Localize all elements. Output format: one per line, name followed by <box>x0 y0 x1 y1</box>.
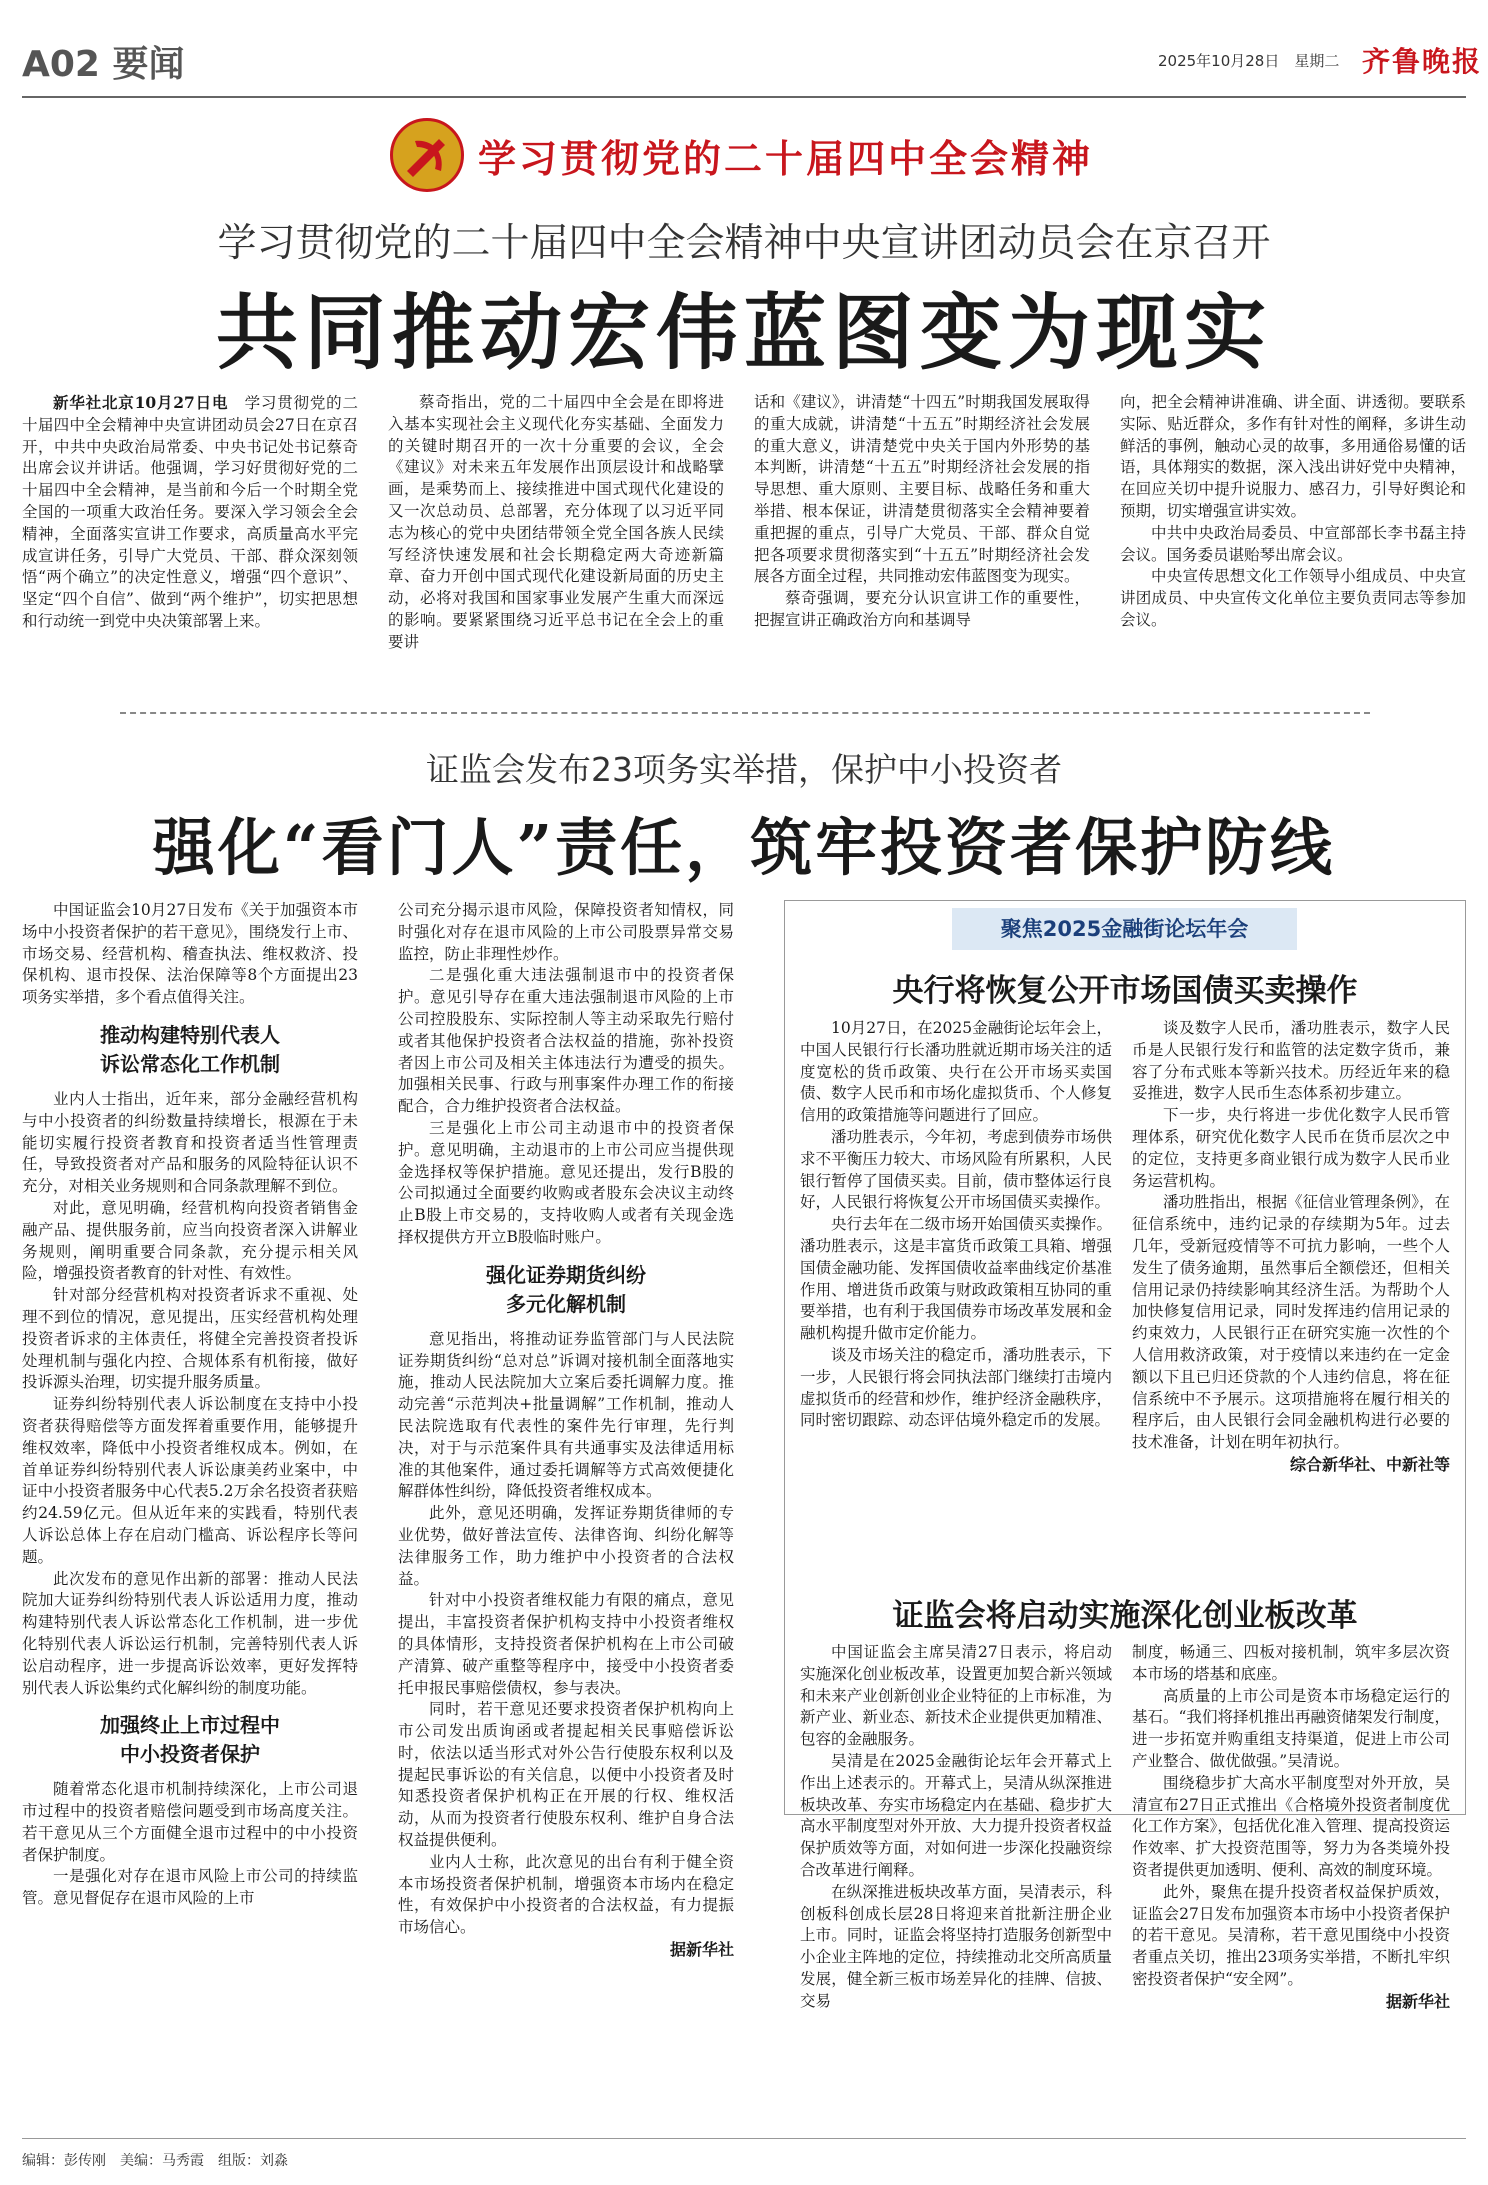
section-heading: 强化证券期货纠纷 多元化解机制 <box>486 1262 646 1316</box>
story1-column-3 <box>754 392 1090 702</box>
article-paragraph: 业内人士指出，近年来，部分金融经营机构与中小投资者的纠纷数量持续增长，根源在于未能切实履行投资者教育和投资者适当性管理责任，导致投资者对产品和服务的风险特征认识不充分，对相关业务规则和合同条款理解不到位。 <box>22 1089 358 1196</box>
article-paragraph: 此外，聚焦在提升投资者权益保护质效，证监会27日发布加强资本市场中小投资者保护的若干意见。吴清称，若干意见围绕中小投资者重点关切，推出23项务实举措，不断扎牢织密投资者保护“安全网”。 <box>1132 1882 1450 1988</box>
article-paragraph: 随着常态化退市机制持续深化，上市公司退市过程中的投资者赔偿问题受到市场高度关注。若干意见从三个方面健全退市过程中的中小投资者保护制度。 <box>22 1780 358 1864</box>
pboc-headline: 央行将恢复公开市场国债买卖操作 <box>892 973 1358 1009</box>
footer-rule <box>22 2138 1466 2139</box>
story1-paragraph: 中共中央政治局委员、中宣部部长李书磊主持会议。国务委员谌贻琴出席会议。 <box>1120 523 1466 564</box>
article-paragraph: 对此，意见明确，经营机构向投资者销售金融产品、提供服务前，应当向投资者深入讲解业务规则，阐明重要合同条款，充分提示相关风险，增强投资者教育的针对性、有效性。 <box>22 1198 358 1283</box>
article-paragraph: 中国证监会主席吴清27日表示，将启动实施深化创业板改革，设置更加契合新兴领域和未来产业创新创业企业特征的上市标准，为新产业、新业态、新技术企业提供更加精准、包容的金融服务。 <box>800 1643 1112 1749</box>
section-heading: 加强终止上市过程中 中小投资者保护 <box>100 1713 280 1767</box>
story1-headline: 共同推动宏伟蓝图变为现实 <box>215 285 1272 381</box>
story1-paragraph: 蔡奇强调，要充分认识宣讲工作的重要性，把握宣讲正确政治方向和基调导 <box>754 589 1090 629</box>
article-paragraph: 潘功胜表示，今年初，考虑到债券市场供求不平衡压力较大、市场风险有所累积，人民银行暂停了国债买卖。目前，债市整体运行良好，人民银行将恢复公开市场国债买卖操作。 <box>800 1127 1112 1212</box>
story2-column-2 <box>398 900 734 2128</box>
issue-date: 2025年10月28日 星期二 <box>1158 52 1340 70</box>
source-credit: 据新华社 <box>669 1940 734 1960</box>
article-paragraph: 围绕稳步扩大高水平制度型对外开放，吴清宣布27日正式推出《合格境外投资者制度优化工作方案》，包括优化准入管理、提高投资运作效率、扩大投资范围等，努力为各类境外投资者提供更加透明、便利、高效的制度环境。 <box>1132 1773 1450 1879</box>
article-paragraph: 此外，意见还明确，发挥证券期货律师的专业优势，做好普法宣传、法律咨询、纠纷化解等法律服务工作，助力维护中小投资者的合法权益。 <box>398 1504 734 1588</box>
article-paragraph: 下一步，央行将进一步优化数字人民币管理体系，研究优化数字人民币在货币层次之中的定位，支持更多商业银行成为数字人民币业务运营机构。 <box>1132 1106 1450 1190</box>
focus-tag: 聚焦2025金融街论坛年会 <box>952 908 1297 950</box>
article-paragraph: 针对中小投资者维权能力有限的痛点，意见提出，丰富投资者保护机构支持中小投资者维权的具体情形，支持投资者保护机构在上市公司破产清算、破产重整等程序中，接受中小投资者委托申报民事赔偿债权，参与表决。 <box>398 1591 734 1697</box>
story1-paragraph: 话和《建议》，讲清楚“十四五”时期我国发展取得的重大成就，讲清楚“十五五”时期经济社会发展的重大意义，讲清楚党中央关于国内外形势的基本判断，讲清楚“十五五”时期经济社会发展的指导思想、重大原则、主要目标、战略任务和重大举措、根本保证，讲清楚贯彻落实全会精神要着重把握的重点，引导广大党员、干部、群众自觉把各项要求贯彻落实到“十五五”时期经济社会发展各方面全过程，共同推动宏伟蓝图变为现实。 <box>754 393 1090 586</box>
article-paragraph: 在纵深推进板块改革方面，吴清表示，科创板科创成长层28日将迎来首批新注册企业上市。同时，证监会将坚持打造服务创新型中小企业主阵地的定位，持续推动北交所高质量发展，健全新三板市场差异化的挂牌、信披、交易 <box>800 1882 1112 2010</box>
article-paragraph: 三是强化上市公司主动退市中的投资者保护。意见明确，主动退市的上市公司应当提供现金选择权等保护措施。意见还提出，发行B股的公司拟通过全面要约收购或者股东会决议主动终止B股上市交易的，支持收购人或者有关现金选择权提供方开立B股临时账户。 <box>398 1118 734 1246</box>
article-paragraph: 公司充分揭示退市风险，保障投资者知情权，同时强化对存在退市风险的上市公司股票异常交易监控，防止非理性炒作。 <box>398 901 734 963</box>
story1-column-1 <box>22 392 358 702</box>
story2-headline: 强化“看门人”责任，筑牢投资者保护防线 <box>152 811 1336 884</box>
story2-column-1 <box>22 900 358 2128</box>
source-credit: 据新华社 <box>1385 1991 1450 2011</box>
article-paragraph: 针对部分经营机构对投资者诉求不重视、处理不到位的情况，意见提出，压实经营机构处理投资者诉求的主体责任，将健全完善投资者投诉处理机制与强化内控、合规体系有机衔接，做好投诉源头治理，切实提升服务质量。 <box>22 1286 358 1392</box>
article-paragraph: 潘功胜指出，根据《征信业管理条例》，在征信系统中，违约记录的存续期为5年。过去几年，受新冠疫情等不可抗力影响，一些个人发生了债务逾期，虽然事后全额偿还，但相关信用记录仍持续影响其经济生活。为帮助个人加快修复信用记录，同时发挥违约信用记录的约束效力，人民银行正在研究实施一次性的个人信用救济政策，对于疫情以来违约在一定金额以下且已归还贷款的个人违约信息，将在征信系统中不予展示。这项措施将在履行相关的程序后，由人民银行会同金融机构进行必要的技术准备，计划在明年初执行。 <box>1132 1193 1450 1452</box>
story2-subtitle: 证监会发布23项务实举措，保护中小投资者 <box>426 750 1062 789</box>
pboc-column-1 <box>800 1018 1112 1558</box>
article-paragraph: 此次发布的意见作出新的部署：推动人民法院加大证券纠纷特别代表人诉讼适用力度，推动构建特别代表人诉讼常态化工作机制，进一步优化特别代表人诉讼运行机制，完善特别代表人诉讼启动程序，进一步提高诉讼效率，更好发挥特别代表人诉讼集约式化解纠纷的制度功能。 <box>22 1569 358 1697</box>
story1-paragraph: 学习贯彻党的二十届四中全会精神中央宣讲团动员会27日在京召开，中共中央政治局常委、中央书记处书记蔡奇出席会议并讲话。他强调，学习好贯彻好党的二十届四中全会精神，是当前和今后一个时期全党全国的一项重大政治任务。要深入学习领会全会精神，全面落实宣讲工作要求，高质量高水平完成宣讲任务，引导广大党员、干部、群众深刻领悟“两个确立”的决定性意义，增强“四个意识”、坚定“四个自信”、做到“两个维护”，切实把思想和行动统一到党中央决策部署上来。 <box>22 394 358 630</box>
editor-credits: 编辑：彭传刚 美编：马秀霞 组版：刘淼 <box>22 2153 288 2169</box>
article-paragraph: 同时，若干意见还要求投资者保护机构向上市公司发出质询函或者提起相关民事赔偿诉讼时，依法以适当形式对外公告行使股东权利以及提起民事诉讼的有关信息，以便中小投资者及时知悉投资者保护机构正在开展的行权、维权活动，从而为投资者行使股东权利、维护自身合法权益提供便利。 <box>398 1700 734 1850</box>
article-paragraph: 业内人士称，此次意见的出台有利于健全资本市场投资者保护机制，增强资本市场内在稳定性，有效保护中小投资者的合法权益，有力提振市场信心。 <box>398 1852 734 1937</box>
article-paragraph: 证券纠纷特别代表人诉讼制度在支持中小投资者获得赔偿等方面发挥着重要作用，能够提升维权效率，降低中小投资者维权成本。例如，在首单证券纠纷特别代表人诉讼康美药业案中，中证中小投资者服务中心代表5.2万余名投资者获赔约24.59亿元。但从近年来的实践看，特别代表人诉讼总体上存在启动门槛高、诉讼程序长等问题。 <box>22 1395 358 1566</box>
story1-paragraph: 中央宣传思想文化工作领导小组成员、中央宣讲团成员、中央宣传文化单位主要负责同志等参加会议。 <box>1120 567 1466 629</box>
article-paragraph: 制度，畅通三、四板对接机制，筑牢多层次资本市场的塔基和底座。 <box>1132 1643 1450 1683</box>
article-paragraph: 意见指出，将推动证券监管部门与人民法院证券期货纠纷“总对总”诉调对接机制全面落地实施，推动人民法院加大立案后委托调解力度。推动完善“示范判决+批量调解”工作机制，推动人民法院选取有代表性的案件先行审理，先行判决，对于与示范案件具有共通事实及法律适用标准的其他案件，通过委托调解等方式高效便捷化解群体性纠纷，降低投资者维权成本。 <box>398 1329 734 1501</box>
story1-column-4 <box>1120 392 1466 702</box>
article-paragraph: 谈及数字人民币，潘功胜表示，数字人民币是人民银行发行和监管的法定数字货币，兼容了分布式账本等新兴技术。历经近年来的稳妥推进，数字人民币生态体系初步建立。 <box>1132 1019 1450 1103</box>
article-paragraph: 二是强化重大违法强制退市中的投资者保护。意见引导存在重大违法强制退市风险的上市公司控股股东、实际控制人等主动采取先行赔付或者其他保护投资者合法权益的措施，弥补投资者因上市公司及相关主体违法行为遭受的损失。加强相关民事、行政与刑事案件办理工作的衔接配合，合力维护投资者合法权益。 <box>398 966 734 1116</box>
banner-title: 学习贯彻党的二十届四中全会精神 <box>478 137 1094 181</box>
article-paragraph: 10月27日，在2025金融街论坛年会上，中国人民银行行长潘功胜就近期市场关注的适度宽松的货币政策、央行在公开市场买卖国债、数字人民币和市场化虚拟货币、个人修复信用的政策措施等问题进行了回应。 <box>800 1019 1112 1125</box>
article-paragraph: 高质量的上市公司是资本市场稳定运行的基石。“我们将择机推出再融资储架发行制度，进一步拓宽并购重组支持渠道，促进上市公司产业整合、做优做强。”吴清说。 <box>1132 1686 1450 1770</box>
story1-subtitle: 学习贯彻党的二十届四中全会精神中央宣讲团动员会在京召开 <box>217 221 1271 266</box>
party-emblem-icon <box>390 118 464 192</box>
story1-paragraph: 向，把全会精神讲准确、讲全面、讲透彻。要联系实际、贴近群众，多作有针对性的阐释，多讲生动鲜活的事例，触动心灵的故事，多用通俗易懂的话语，具体翔实的数据，深入浅出讲好党中央精神，在回应关切中提升说服力、感召力，引导好舆论和预期，切实增强宣讲实效。 <box>1120 393 1466 520</box>
article-paragraph: 中国证监会10月27日发布《关于加强资本市场中小投资者保护的若干意见》，围绕发行上市、市场交易、经营机构、稽查执法、维权救济、投保机构、退市投保、法治保障等8个方面提出23项务实举措，多个看点值得关注。 <box>22 901 358 1007</box>
csrc-headline: 证监会将启动实施深化创业板改革 <box>892 1598 1358 1634</box>
header-rule <box>22 96 1466 98</box>
page-label: A02 要闻 <box>22 44 185 85</box>
pboc-column-2 <box>1132 1018 1450 1558</box>
article-paragraph: 央行去年在二级市场开始国债买卖操作。潘功胜表示，这是丰富货币政策工具箱、增强国债金融功能、发挥国债收益率曲线定价基准作用、增进货币政策与财政政策相互协同的重要举措，也有利于我国债券市场改革发展和金融机构提升做市定价能力。 <box>800 1215 1112 1343</box>
article-paragraph: 谈及市场关注的稳定币，潘功胜表示，下一步，人民银行将会同执法部门继续打击境内虚拟货币的经营和炒作，维护经济金融秩序，同时密切跟踪、动态评估境外稳定币的发展。 <box>800 1345 1112 1430</box>
dateline: 新华社北京10月27日电 <box>53 393 229 412</box>
section-divider <box>120 712 1370 714</box>
article-paragraph: 一是强化对存在退市风险上市公司的持续监管。意见督促存在退市风险的上市 <box>22 1867 358 1908</box>
section-heading: 推动构建特别代表人 诉讼常态化工作机制 <box>100 1022 280 1076</box>
source-credit: 综合新华社、中新社等 <box>1289 1454 1450 1474</box>
story1-paragraph: 蔡奇指出，党的二十届四中全会是在即将进入基本实现社会主义现代化夯实基础、全面发力的关键时期召开的一次十分重要的会议，全会《建议》对未来五年发展作出顶层设计和战略擘画，是乘势而上、接续推进中国式现代化建设的又一次总动员、总部署，充分体现了以习近平同志为核心的党中央团结带领全党全国各族人民续写经济快速发展和社会长期稳定两大奇迹新篇章、奋力开创中国式现代化建设新局面的历史主动，必将对我国和国家事业发展产生重大而深远的影响。要紧紧围绕习近平总书记在全会上的重要讲 <box>388 393 724 651</box>
topic-banner <box>390 118 1130 192</box>
csrc-column-2 <box>1132 1642 1450 2132</box>
story1-column-2 <box>388 392 724 702</box>
article-paragraph: 吴清是在2025金融街论坛年会开幕式上作出上述表示的。开幕式上，吴清从纵深推进板块改革、夯实市场稳定内在基础、稳步扩大高水平制度型对外开放、大力提升投资者权益保护质效等方面，对如何进一步深化投融资综合改革进行阐释。 <box>800 1751 1112 1879</box>
csrc-column-1 <box>800 1642 1112 2132</box>
newspaper-logo: 齐鲁晚报 <box>1362 45 1483 78</box>
